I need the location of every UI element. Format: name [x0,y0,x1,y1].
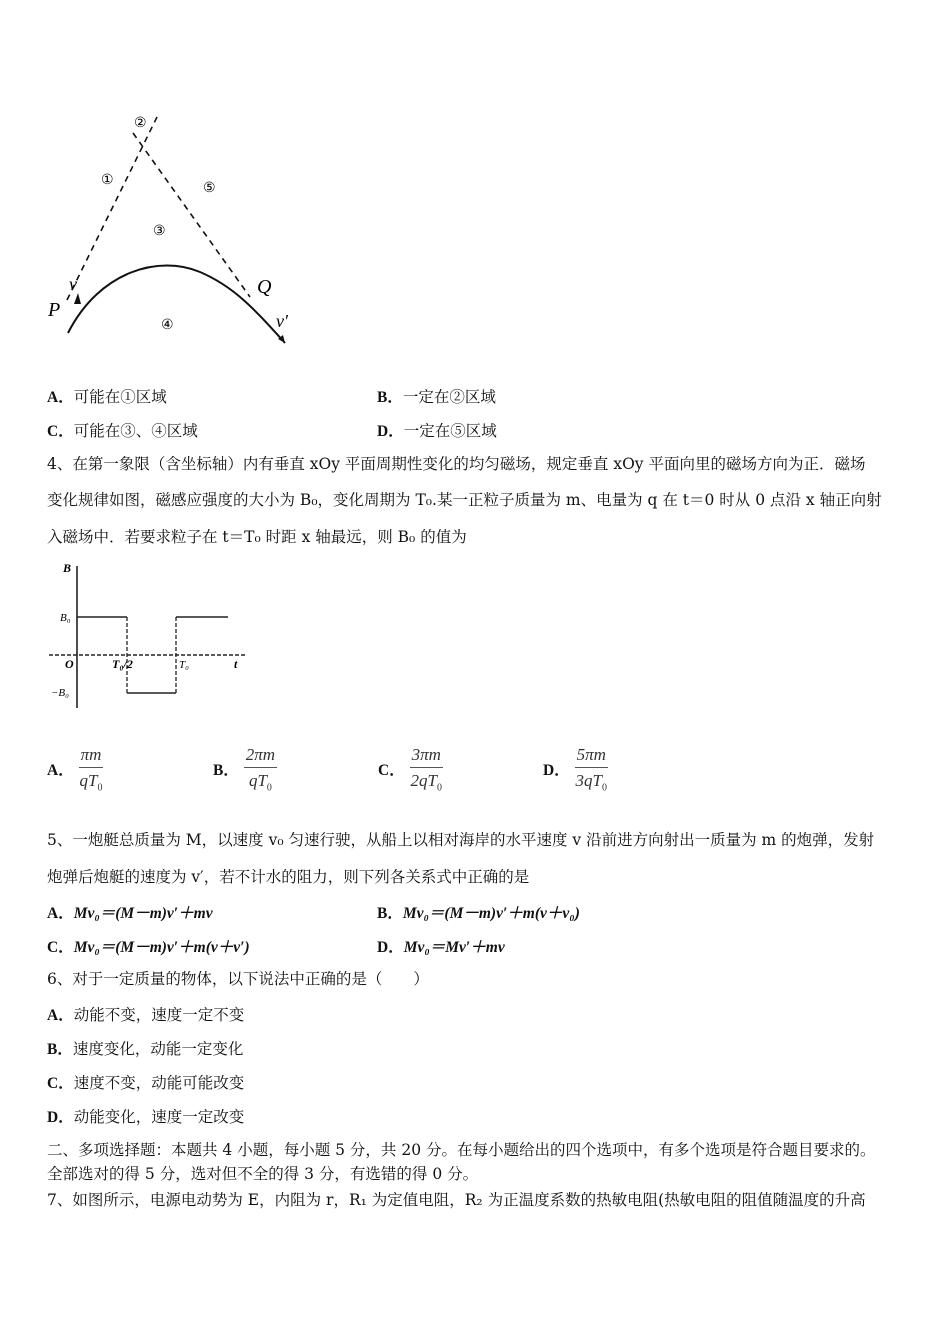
trajectory-diagram [40,105,310,355]
option-letter: C． [47,939,74,956]
option-formula: Mv₀＝Mv′＋mv [403,939,505,956]
numerator: πm [79,745,104,768]
option-fraction [79,745,104,793]
option-letter: C． [378,762,405,780]
q4-stem-line-3: 入磁场中．若要求粒子在 t＝T₀ 时距 x 轴最远，则 B₀ 的值为 [47,528,467,546]
q4-stem-line-1: 4、在第一象限（含坐标轴）内有垂直 xOy 平面周期性变化的均匀磁场，规定垂直 xOy 平面向里的磁场方向为正．磁场 [47,455,866,473]
option-letter: D． [47,1109,74,1126]
option-letter: C． [47,1075,74,1092]
velocity-v-label: v [69,274,77,294]
q6-stem: 6、对于一定质量的物体，以下说法中正确的是（ ） [47,970,429,988]
q5-option-a[interactable] [47,901,213,923]
q5-option-c[interactable] [47,935,250,957]
option-letter: B． [213,762,239,780]
option-letter: C． [47,423,74,440]
option-letter: A． [47,905,74,922]
q4-option-d[interactable] [543,745,608,793]
option-text: 速度不变，动能可能改变 [73,1074,245,1092]
q3-option-b[interactable] [377,385,496,407]
option-text: 动能变化，速度一定改变 [73,1108,245,1126]
option-text: 可能在③、④区域 [73,422,198,440]
option-text: 一定在⑤区域 [403,422,497,440]
y-tick-neg-b0: −B₀ [51,687,69,699]
option-letter: D． [543,762,570,780]
q3-option-a[interactable] [47,385,167,407]
option-formula: Mv₀＝(M－m)v′＋m(v＋v₀) [402,905,580,922]
q4-option-b[interactable] [213,745,277,793]
section2-heading-line-1: 二、多项选择题：本题共 4 小题，每小题 5 分，共 20 分。在每小题给出的四个选项中，有多个选项是符合题目要求的。 [47,1141,876,1159]
magnetic-field-graph [45,558,255,718]
option-letter: A． [47,762,74,780]
subscript: 0 [97,782,103,794]
point-p-label: P [48,299,61,321]
tangent-line-q [133,133,250,297]
denominator: 2qT [410,771,438,790]
option-letter: D． [377,423,404,440]
option-letter: B． [377,389,403,406]
numerator: 5πm [575,745,608,768]
numerator: 3πm [410,745,443,768]
option-fraction [410,745,443,793]
q3-option-d[interactable] [377,419,497,441]
q5-stem-line-1: 5、一炮艇总质量为 M，以速度 v₀ 匀速行驶，从船上以相对海岸的水平速度 v 沿前进方向射出一质量为 m 的炮弹，发射 [47,831,875,849]
point-q-label: Q [257,276,272,298]
velocity-v-prime-label: v′ [276,311,288,331]
arrow-start-icon [74,293,81,304]
denominator: qT [248,771,267,790]
region-label-5: ⑤ [203,181,216,196]
q4-stem-line-2: 变化规律如图，磁感应强度的大小为 B₀，变化周期为 T₀.某一正粒子质量为 m、电量为 q 在 t＝0 时从 0 点沿 x 轴正向射 [47,491,882,509]
option-fraction [575,745,608,793]
option-letter: B． [377,905,403,922]
option-text: 速度变化，动能一定变化 [72,1040,244,1058]
region-label-1: ① [101,173,114,188]
section2-heading-line-2: 全部选对的得 5 分，选对但不全的得 3 分，有选错的得 0 分。 [47,1165,479,1183]
q4-option-c[interactable] [378,745,443,793]
option-letter: D． [377,939,404,956]
option-fraction [244,745,277,793]
q4-option-a[interactable] [47,745,103,793]
q7-stem-line-1: 7、如图所示，电源电动势为 E，内阻为 r，R₁ 为定值电阻，R₂ 为正温度系数的热敏电阻(热敏电阻的阻值随温度的升高 [47,1191,866,1209]
q6-option-c[interactable] [47,1071,244,1093]
tangent-line-p [67,115,158,300]
x-tick-half-period: T₀/2 [112,657,133,671]
numerator: 2πm [244,745,277,768]
region-label-3: ③ [153,224,166,239]
option-formula: Mv₀＝(M－m)v′＋m(v＋v′) [73,939,250,956]
x-tick-period: T₀ [179,659,189,671]
option-formula: Mv₀＝(M－m)v′＋mv [73,905,213,922]
denominator: 3qT [575,771,603,790]
q5-option-d[interactable] [377,935,505,957]
subscript: 0 [266,782,272,794]
q6-option-b[interactable] [47,1037,243,1059]
y-tick-b0: B₀ [60,612,71,624]
q5-option-b[interactable] [377,901,580,923]
option-text: 可能在①区域 [73,388,167,406]
option-letter: A． [47,1007,74,1024]
region-label-2: ② [134,116,147,131]
option-text: 一定在②区域 [402,388,496,406]
q6-option-a[interactable] [47,1003,244,1025]
denominator: qT [79,771,98,790]
option-letter: A． [47,389,74,406]
q5-stem-line-2: 炮弹后炮艇的速度为 v′，若不计水的阻力，则下列各关系式中正确的是 [47,868,530,886]
option-letter: B． [47,1041,73,1058]
origin-label: O [65,657,74,671]
option-text: 动能不变，速度一定不变 [73,1006,245,1024]
trajectory-curve [68,266,285,344]
subscript: 0 [602,782,608,794]
x-axis-label: t [234,657,238,671]
subscript: 0 [437,782,443,794]
q6-option-d[interactable] [47,1105,244,1127]
q3-option-c[interactable] [47,419,198,441]
region-label-4: ④ [161,318,174,333]
y-axis-label: B [63,561,72,575]
